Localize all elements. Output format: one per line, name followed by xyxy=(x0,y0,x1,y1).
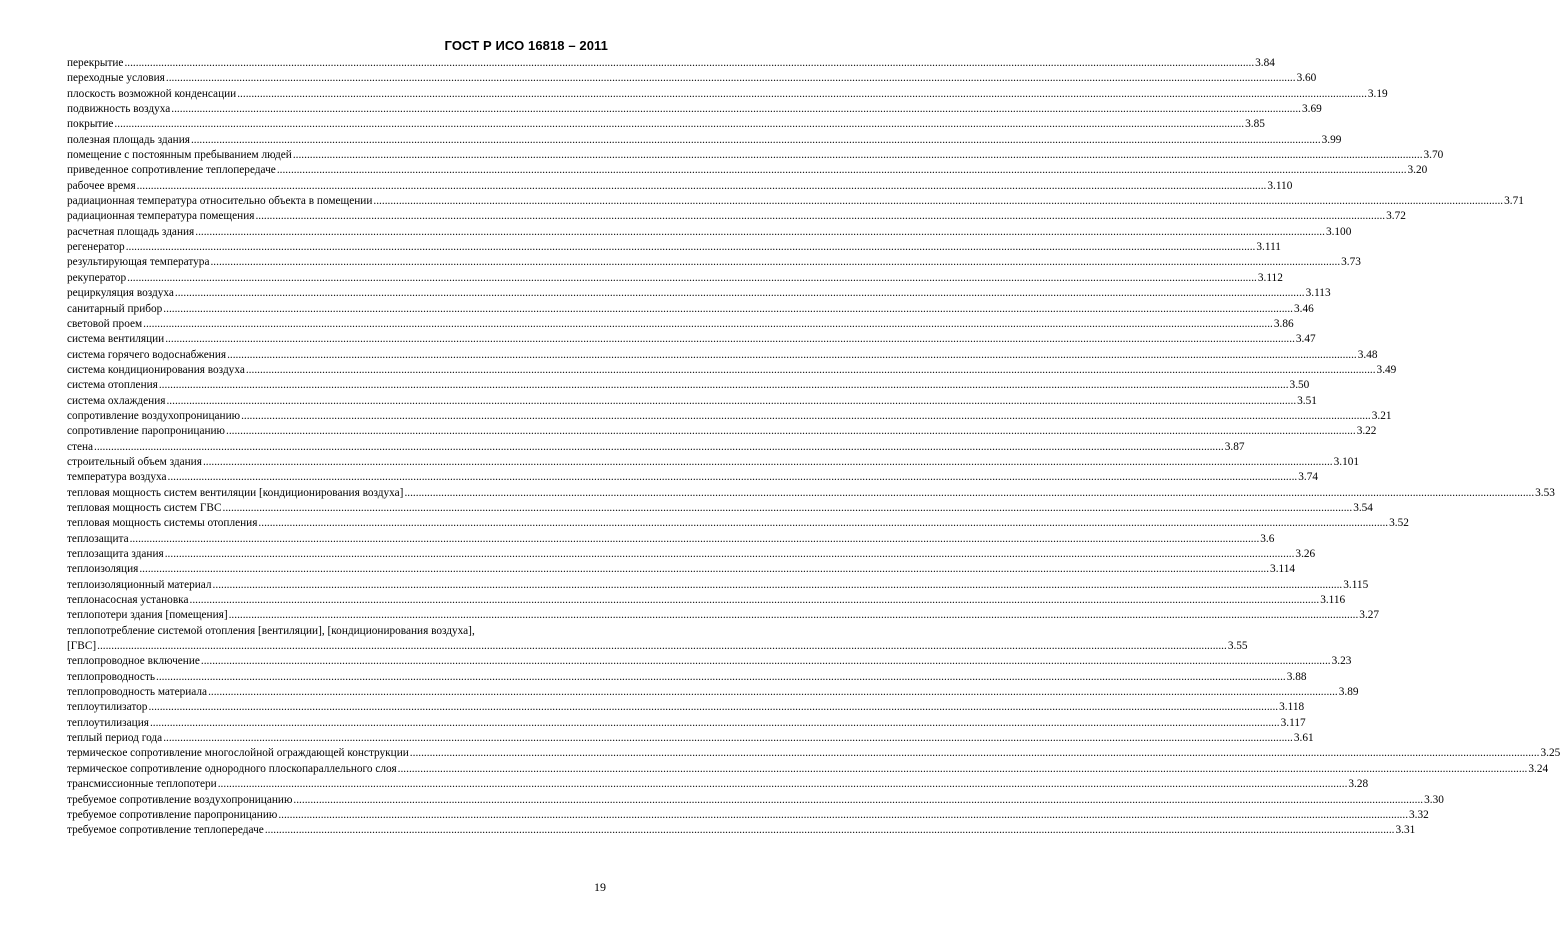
dot-leader: ................................................................................................................................................................................................................................................................................................................................................................................................................ xyxy=(210,256,1341,269)
index-entry-term: приведенное сопротивление теплопередаче xyxy=(67,164,276,177)
dot-leader: ................................................................................................................................................................................................................................................................................................................................................................................................................ xyxy=(190,133,1321,146)
dot-leader: ................................................................................................................................................................................................................................................................................................................................................................................................................ xyxy=(292,149,1423,162)
dot-leader: ................................................................................................................................................................................................................................................................................................................................................................................................................ xyxy=(174,287,1305,300)
index-entry-ref: 3.113 xyxy=(1305,287,1331,300)
index-entry-ref: 3.118 xyxy=(1279,701,1305,714)
index-entry-ref: 3.85 xyxy=(1245,118,1265,131)
index-entry-term: подвижность воздуха xyxy=(67,103,171,116)
index-entry-term: сопротивление воздухопроницанию xyxy=(67,409,241,422)
dot-leader: ................................................................................................................................................................................................................................................................................................................................................................................................................ xyxy=(163,302,1293,315)
index-entry-term: рециркуляция воздуха xyxy=(67,287,174,300)
index-entry-term: сопротивление паропроницанию xyxy=(67,425,225,438)
index-entry-ref: 3.69 xyxy=(1301,103,1322,116)
index-entry-term: световой проем xyxy=(67,317,143,330)
index-entry-term: теплозащита xyxy=(67,532,129,545)
index-entry-term: тепловая мощность систем ГВС xyxy=(67,501,222,514)
index-entry-ref: 3.110 xyxy=(1267,179,1293,192)
dot-leader: ................................................................................................................................................................................................................................................................................................................................................................................................................ xyxy=(241,409,1371,422)
index-entry-term: расчетная площадь здания xyxy=(67,225,195,238)
index-entry xyxy=(67,654,1352,669)
dot-leader: ................................................................................................................................................................................................................................................................................................................................................................................................................ xyxy=(409,747,1540,760)
index-entry-term: требуемое сопротивление воздухопроницанию xyxy=(67,793,293,806)
index-entry-ref: 3.30 xyxy=(1424,793,1444,806)
index-entry-ref: 3.86 xyxy=(1273,317,1294,330)
index-entry xyxy=(67,271,1283,286)
index-entry-ref: 3.6 xyxy=(1260,532,1275,545)
index-entry xyxy=(67,440,1245,455)
index-entry-term: рабочее время xyxy=(67,179,136,192)
dot-leader: ................................................................................................................................................................................................................................................................................................................................................................................................................ xyxy=(255,210,1386,223)
index-entry xyxy=(67,700,1305,715)
index-entry-term: помещение с постоянным пребыванием людей xyxy=(67,149,292,162)
index-entry-term: требуемое сопротивление теплопередаче xyxy=(67,824,264,837)
index-entry-ref: 3.32 xyxy=(1409,808,1429,821)
index-entry xyxy=(67,148,1444,163)
index-entry-term: требуемое сопротивление паропроницанию xyxy=(67,808,278,821)
index-entry-ref: 3.70 xyxy=(1423,149,1444,162)
dot-leader: ................................................................................................................................................................................................................................................................................................................................................................................................................ xyxy=(264,824,1395,837)
dot-leader: ................................................................................................................................................................................................................................................................................................................................................................................................................ xyxy=(208,686,1338,699)
index-entry xyxy=(67,455,1360,470)
index-entry-term: плоскость возможной конденсации xyxy=(67,87,237,100)
dot-leader: ................................................................................................................................................................................................................................................................................................................................................................................................................ xyxy=(293,793,1424,806)
index-entry-term: строительный объем здания xyxy=(67,455,202,468)
index-entry xyxy=(67,731,1314,746)
index-entry xyxy=(67,424,1377,439)
index-entry xyxy=(67,532,1275,547)
index-entry-ref: 3.24 xyxy=(1528,762,1549,775)
dot-leader: ................................................................................................................................................................................................................................................................................................................................................................................................................ xyxy=(278,808,1409,821)
dot-leader: ................................................................................................................................................................................................................................................................................................................................................................................................................ xyxy=(158,379,1289,392)
dot-leader: ................................................................................................................................................................................................................................................................................................................................................................................................................ xyxy=(202,455,1333,468)
index-entry xyxy=(67,793,1444,808)
index-entry xyxy=(67,746,1560,761)
index-entry-term: рекуператор xyxy=(67,271,127,284)
index-entry-term: теплоутилизация xyxy=(67,716,149,729)
index-entry xyxy=(67,240,1281,255)
index-entry-ref: 3.55 xyxy=(1227,640,1248,653)
dot-leader: ................................................................................................................................................................................................................................................................................................................................................................................................................ xyxy=(237,87,1367,100)
index-entry-term: система кондиционирования воздуха xyxy=(67,363,245,376)
index-entry-ref: 3.88 xyxy=(1286,670,1307,683)
index-entry-term: теплопроводность материала xyxy=(67,686,208,699)
index-entry xyxy=(67,56,1275,71)
index-entry-ref: 3.23 xyxy=(1331,655,1352,668)
dot-leader: ................................................................................................................................................................................................................................................................................................................................................................................................................ xyxy=(94,440,1224,453)
index-entry-ref: 3.114 xyxy=(1270,563,1296,576)
index-entry xyxy=(67,486,1555,501)
index-entry xyxy=(67,317,1294,332)
index-entry-ref: 3.20 xyxy=(1407,164,1428,177)
dot-leader: ................................................................................................................................................................................................................................................................................................................................................................................................................ xyxy=(143,317,1273,330)
dot-leader: ................................................................................................................................................................................................................................................................................................................................................................................................................ xyxy=(166,394,1297,407)
index-entry-term: теплопотери здания [помещения] xyxy=(67,609,228,622)
index-entry-ref: 3.48 xyxy=(1357,348,1378,361)
index-entry-ref: 3.87 xyxy=(1224,440,1245,453)
index-entry xyxy=(67,716,1306,731)
page-number: 19 xyxy=(594,880,606,894)
index-entry xyxy=(67,409,1392,424)
index-entry xyxy=(67,209,1406,224)
dot-leader: ................................................................................................................................................................................................................................................................................................................................................................................................................ xyxy=(258,517,1389,530)
index-entry xyxy=(67,547,1316,562)
index-entry-ref: 3.28 xyxy=(1348,778,1369,791)
index-entry xyxy=(67,102,1322,117)
index-entry-ref: 3.100 xyxy=(1325,225,1352,238)
index-entry-term: полезная площадь здания xyxy=(67,133,190,146)
index-entry xyxy=(67,762,1549,777)
dot-leader: ................................................................................................................................................................................................................................................................................................................................................................................................................ xyxy=(114,118,1245,131)
index-entry-ref: 3.112 xyxy=(1257,271,1283,284)
index-entry-ref: 3.71 xyxy=(1504,195,1524,208)
dot-leader: ................................................................................................................................................................................................................................................................................................................................................................................................................ xyxy=(139,563,1270,576)
dot-leader: ................................................................................................................................................................................................................................................................................................................................................................................................................ xyxy=(226,425,1356,438)
index-entry-ref: 3.54 xyxy=(1353,501,1373,514)
dot-leader: ................................................................................................................................................................................................................................................................................................................................................................................................................ xyxy=(165,333,1295,346)
index-entry-term: система вентиляции xyxy=(67,333,165,346)
index-entry xyxy=(67,562,1296,577)
index-entry xyxy=(67,470,1318,485)
index-entry-term: теплоизоляция xyxy=(67,563,139,576)
dot-leader: ................................................................................................................................................................................................................................................................................................................................................................................................................ xyxy=(222,501,1353,514)
index-entry-term: система горячего водоснабжения xyxy=(67,348,227,361)
index-entry-term: температура воздуха xyxy=(67,471,167,484)
dot-leader: ................................................................................................................................................................................................................................................................................................................................................................................................................ xyxy=(163,732,1293,745)
index-entry-ref: 3.111 xyxy=(1256,241,1281,254)
index-entry xyxy=(67,117,1265,132)
index-entry-ref: 3.116 xyxy=(1320,594,1346,607)
index-entry xyxy=(67,194,1524,209)
index-entry-term: перекрытие xyxy=(67,57,124,69)
document-header: ГОСТ Р ИСО 16818 – 2011 xyxy=(444,38,608,53)
index-entry-ref: 3.53 xyxy=(1535,486,1555,499)
index-entry xyxy=(67,179,1293,194)
dot-leader: ................................................................................................................................................................................................................................................................................................................................................................................................................ xyxy=(148,701,1279,714)
index-entry xyxy=(67,332,1316,347)
index-entry xyxy=(67,516,1409,531)
index-entry-ref: 3.101 xyxy=(1333,455,1360,468)
index-entry xyxy=(67,87,1388,102)
index-entry xyxy=(67,163,1428,178)
index-entry-term: стена xyxy=(67,440,94,453)
dot-leader: ................................................................................................................................................................................................................................................................................................................................................................................................................ xyxy=(373,195,1504,208)
index-entry xyxy=(67,394,1317,409)
index-entry-ref: 3.84 xyxy=(1255,57,1275,69)
index-entry-term: регенератор xyxy=(67,241,125,254)
index-entry-term: радиационная температура помещения xyxy=(67,210,255,223)
index-entry-ref: 3.74 xyxy=(1298,471,1318,484)
index-entry-term: радиационная температура относительно объекта в помещении xyxy=(67,195,373,208)
index-entry xyxy=(67,670,1307,685)
dot-leader: ................................................................................................................................................................................................................................................................................................................................................................................................................ xyxy=(165,72,1296,85)
index-entry xyxy=(67,578,1369,593)
index-entry-term: тепловая мощность системы отопления xyxy=(67,517,258,530)
dot-leader: ................................................................................................................................................................................................................................................................................................................................................................................................................ xyxy=(149,716,1280,729)
dot-leader: ................................................................................................................................................................................................................................................................................................................................................................................................................ xyxy=(276,164,1407,177)
index-entry-term: переходные условия xyxy=(67,72,165,85)
dot-leader: ................................................................................................................................................................................................................................................................................................................................................................................................................ xyxy=(129,532,1260,545)
index-entry-term: [ГВС] xyxy=(67,640,97,653)
dot-leader: ................................................................................................................................................................................................................................................................................................................................................................................................................ xyxy=(228,609,1359,622)
index-entry-term: теплый период года xyxy=(67,732,163,745)
dot-leader: ................................................................................................................................................................................................................................................................................................................................................................................................................ xyxy=(167,471,1298,484)
dot-leader: ................................................................................................................................................................................................................................................................................................................................................................................................................ xyxy=(124,57,1255,69)
dot-leader: ................................................................................................................................................................................................................................................................................................................................................................................................................ xyxy=(217,778,1348,791)
index-entry-term: тепловая мощность систем вентиляции [кондиционирования воздуха] xyxy=(67,486,404,499)
index-entry-line2 xyxy=(67,639,1248,654)
dot-leader: ................................................................................................................................................................................................................................................................................................................................................................................................................ xyxy=(127,271,1257,284)
index-entry-ref: 3.49 xyxy=(1376,363,1397,376)
index-entry-ref: 3.117 xyxy=(1280,716,1306,729)
index-entry-term: трансмиссионные теплопотери xyxy=(67,778,217,791)
dot-leader: ................................................................................................................................................................................................................................................................................................................................................................................................................ xyxy=(156,670,1286,683)
index-entry-term: теплопроводность xyxy=(67,670,156,683)
index-entry-ref: 3.61 xyxy=(1293,732,1314,745)
index-entry xyxy=(67,133,1342,148)
index-entry xyxy=(67,302,1314,317)
index-entry-term: теплоутилизатор xyxy=(67,701,148,714)
index-entry-term: теплонасосная установка xyxy=(67,594,189,607)
index-entry xyxy=(67,348,1378,363)
index-entry xyxy=(67,685,1359,700)
index-entry xyxy=(67,225,1352,240)
index-entry-term: термическое сопротивление однородного плоскопараллельного слоя xyxy=(67,762,397,775)
index-entry-term: санитарный прибор xyxy=(67,302,163,315)
dot-leader: ................................................................................................................................................................................................................................................................................................................................................................................................................ xyxy=(227,348,1357,361)
index-entry-ref: 3.25 xyxy=(1540,747,1560,760)
index-entry-term: теплоизоляционный материал xyxy=(67,578,212,591)
dot-leader: ................................................................................................................................................................................................................................................................................................................................................................................................................ xyxy=(212,578,1343,591)
index-entry xyxy=(67,286,1331,301)
index-entry-term: теплопроводное включение xyxy=(67,655,200,668)
index-entry xyxy=(67,808,1429,823)
index-entry xyxy=(67,71,1317,86)
index-entry xyxy=(67,501,1373,516)
dot-leader: ................................................................................................................................................................................................................................................................................................................................................................................................................ xyxy=(189,594,1320,607)
index-entry-ref: 3.50 xyxy=(1289,379,1310,392)
index-entry xyxy=(67,624,1248,655)
index-entry xyxy=(67,593,1346,608)
dot-leader: ................................................................................................................................................................................................................................................................................................................................................................................................................ xyxy=(195,225,1325,238)
index-entry-ref: 3.73 xyxy=(1341,256,1361,269)
dot-leader: ................................................................................................................................................................................................................................................................................................................................................................................................................ xyxy=(200,655,1331,668)
dot-leader: ................................................................................................................................................................................................................................................................................................................................................................................................................ xyxy=(397,762,1528,775)
index-entry xyxy=(67,777,1369,792)
index-entry-ref: 3.52 xyxy=(1389,517,1409,530)
index-entry xyxy=(67,608,1380,623)
term-index xyxy=(67,56,1560,839)
index-entry-ref: 3.60 xyxy=(1296,72,1317,85)
index-entry-ref: 3.46 xyxy=(1293,302,1314,315)
index-entry-ref: 3.27 xyxy=(1359,609,1380,622)
dot-leader: ................................................................................................................................................................................................................................................................................................................................................................................................................ xyxy=(171,103,1301,116)
index-entry-term: покрытие xyxy=(67,118,114,131)
dot-leader: ................................................................................................................................................................................................................................................................................................................................................................................................................ xyxy=(245,363,1376,376)
index-entry-term: система охлаждения xyxy=(67,394,166,407)
index-entry-ref: 3.31 xyxy=(1395,824,1416,837)
index-entry xyxy=(67,363,1397,378)
dot-leader: ................................................................................................................................................................................................................................................................................................................................................................................................................ xyxy=(404,486,1535,499)
dot-leader: ................................................................................................................................................................................................................................................................................................................................................................................................................ xyxy=(164,548,1295,560)
dot-leader: ................................................................................................................................................................................................................................................................................................................................................................................................................ xyxy=(136,179,1267,192)
index-entry-ref: 3.51 xyxy=(1297,394,1317,407)
index-entry-ref: 3.115 xyxy=(1343,578,1369,591)
index-entry-term: теплозащита здания xyxy=(67,548,164,560)
index-entry-term: результирующая температура xyxy=(67,256,210,269)
index-entry-ref: 3.72 xyxy=(1386,210,1406,223)
index-entry-ref: 3.99 xyxy=(1321,133,1342,146)
index-entry xyxy=(67,823,1416,838)
index-entry-term-line1: теплопотребление системой отопления [вентиляции], [кондиционирования воздуха], xyxy=(67,624,475,637)
index-entry-ref: 3.89 xyxy=(1338,686,1359,699)
index-entry xyxy=(67,255,1361,270)
index-entry-ref: 3.22 xyxy=(1356,425,1377,438)
index-entry-term: система отопления xyxy=(67,379,158,392)
dot-leader: ................................................................................................................................................................................................................................................................................................................................................................................................................ xyxy=(97,640,1227,653)
index-entry-ref: 3.47 xyxy=(1295,333,1316,346)
dot-leader: ................................................................................................................................................................................................................................................................................................................................................................................................................ xyxy=(125,241,1256,254)
index-entry-term: термическое сопротивление многослойной ограждающей конструкции xyxy=(67,747,409,760)
index-entry-ref: 3.21 xyxy=(1371,409,1392,422)
index-entry-ref: 3.26 xyxy=(1295,548,1316,560)
index-entry xyxy=(67,378,1310,393)
index-entry-ref: 3.19 xyxy=(1367,87,1388,100)
